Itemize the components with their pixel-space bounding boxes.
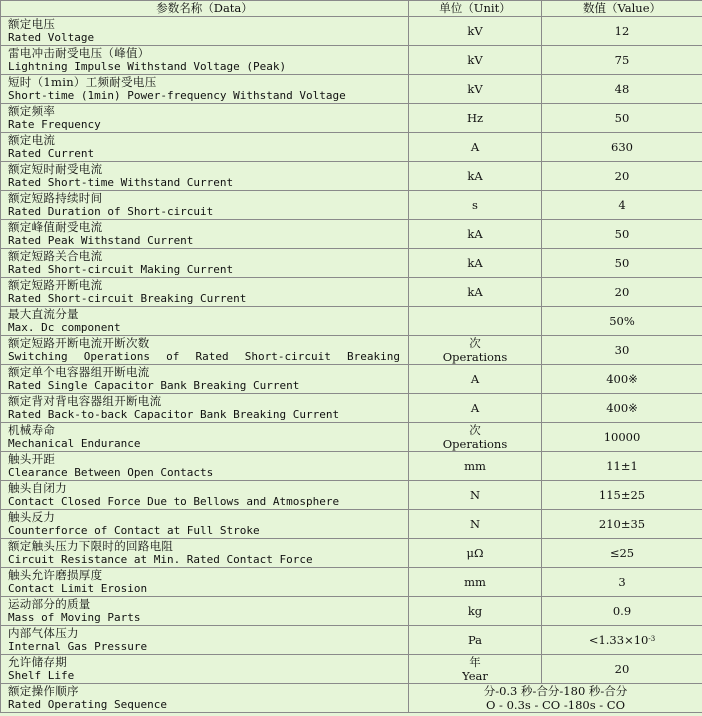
unit-text: s (472, 198, 478, 212)
param-en: Clearance Between Open Contacts (8, 466, 214, 479)
param-zh: 额定短时耐受电流 (8, 162, 103, 176)
param-cell (1, 365, 409, 394)
param-cell (1, 423, 409, 452)
param-zh: 最大直流分量 (8, 307, 79, 321)
table-row (1, 510, 702, 539)
unit-cell (409, 655, 542, 684)
param-cell (1, 220, 409, 249)
unit-cell (409, 365, 542, 394)
unit-cell (409, 220, 542, 249)
unit-text: N (469, 488, 481, 502)
value-cell (542, 568, 702, 597)
value-cell (542, 336, 702, 365)
table-row (1, 17, 702, 46)
param-en: Rated Operating Sequence (8, 698, 167, 711)
value-cell (542, 307, 702, 336)
param-zh: 允许储存期 (8, 655, 67, 669)
value-cell (542, 104, 702, 133)
unit-text: 年 (469, 655, 481, 669)
unit-cell (409, 133, 542, 162)
value-text: 20 (614, 662, 630, 676)
unit-text: 次 (469, 336, 481, 350)
unit-cell (409, 104, 542, 133)
param-zh: 额定频率 (8, 104, 56, 118)
table-row (1, 481, 702, 510)
param-cell (1, 568, 409, 597)
unit-cell (409, 423, 542, 452)
unit-text: N (469, 517, 481, 531)
unit-text: A (470, 401, 480, 415)
table-row (1, 394, 702, 423)
value-cell (542, 481, 702, 510)
value-exponent: -3 (648, 635, 656, 643)
value-text: 20 (614, 285, 630, 299)
param-zh: 额定操作顺序 (8, 684, 79, 698)
unit-text-en: Operations (442, 437, 508, 451)
param-cell (1, 510, 409, 539)
table-row (1, 278, 702, 307)
value-text: 0.9 (612, 604, 632, 618)
value-cell (542, 75, 702, 104)
param-cell (1, 133, 409, 162)
param-en-word: Breaking (347, 350, 400, 363)
param-zh: 额定触头压力下限时的回路电阻 (8, 539, 174, 553)
param-cell (1, 46, 409, 75)
unit-cell (409, 307, 542, 336)
param-cell (1, 684, 409, 713)
value-text: 50 (614, 256, 630, 270)
param-zh: 运动部分的质量 (8, 597, 91, 611)
value-text: 12 (614, 24, 630, 38)
unit-text: Pa (467, 633, 483, 647)
sequence-zh: 分-0.3 秒-合分-180 秒-合分 (483, 684, 628, 698)
value-text: 50% (609, 314, 635, 328)
value-text: 115±25 (598, 488, 646, 502)
param-zh: 额定电压 (8, 17, 56, 31)
table-row (1, 365, 702, 394)
table-row (1, 75, 702, 104)
param-en: Short-time (1min) Power-frequency Withstand Voltage (8, 89, 346, 102)
value-text: 400※ (606, 401, 638, 415)
table-row (1, 568, 702, 597)
param-en: Lightning Impulse Withstand Voltage (Peak) (8, 60, 287, 73)
value-cell (542, 365, 702, 394)
param-en: Contact Closed Force Due to Bellows and Atmosphere (8, 495, 340, 508)
table-row (1, 104, 702, 133)
param-en-word: Switching (8, 350, 68, 363)
param-zh: 额定短路开断电流 (8, 278, 103, 292)
unit-cell (409, 278, 542, 307)
param-en: Contact Limit Erosion (8, 582, 148, 595)
unit-text: μΩ (466, 546, 484, 560)
table-row (1, 336, 702, 365)
value-cell (542, 539, 702, 568)
param-en: Rated Single Capacitor Bank Breaking Current (8, 379, 300, 392)
unit-cell (409, 191, 542, 220)
param-en: Counterforce of Contact at Full Stroke (8, 524, 260, 537)
value-cell (542, 423, 702, 452)
value-text: 210±35 (598, 517, 646, 531)
param-en: Rated Short-circuit Breaking Current (8, 292, 247, 305)
unit-text: kA (467, 285, 483, 299)
value-cell (542, 597, 702, 626)
table-row (1, 452, 702, 481)
table-row (1, 597, 702, 626)
table-row (1, 46, 702, 75)
param-en-word: Rated (195, 350, 229, 363)
unit-cell (409, 510, 542, 539)
header-row (1, 1, 702, 17)
param-en: Rated Short-time Withstand Current (8, 176, 234, 189)
param-zh: 额定短路关合电流 (8, 249, 103, 263)
table-row (1, 655, 702, 684)
param-cell (1, 162, 409, 191)
value-cell (542, 17, 702, 46)
param-zh: 内部气体压力 (8, 626, 79, 640)
unit-text: kA (467, 256, 483, 270)
param-cell (1, 539, 409, 568)
param-en: Rated Duration of Short-circuit (8, 205, 214, 218)
unit-text: kV (467, 53, 483, 67)
unit-text: A (470, 140, 480, 154)
unit-cell (409, 539, 542, 568)
table-row (1, 626, 702, 655)
unit-cell (409, 568, 542, 597)
header-param: 参数名称（Data） (1, 1, 409, 17)
sequence-cell (409, 684, 702, 713)
param-zh: 触头反力 (8, 510, 56, 524)
param-cell (1, 452, 409, 481)
param-cell (1, 597, 409, 626)
param-cell (1, 104, 409, 133)
unit-text: kV (467, 82, 483, 96)
value-text: 20 (614, 169, 630, 183)
param-en: Rate Frequency (8, 118, 101, 131)
unit-text: mm (464, 459, 486, 473)
value-cell (542, 220, 702, 249)
value-text: ≤25 (609, 546, 635, 560)
param-zh: 触头允许磨损厚度 (8, 568, 103, 582)
param-en (8, 350, 408, 364)
value-cell (542, 46, 702, 75)
param-en: Circuit Resistance at Min. Rated Contact Force (8, 553, 313, 566)
value-text: 50 (614, 111, 630, 125)
header-value: 数值（Value） (542, 1, 702, 17)
param-en: Rated Current (8, 147, 95, 160)
param-cell (1, 626, 409, 655)
table-row (1, 249, 702, 278)
unit-cell (409, 452, 542, 481)
param-en: Rated Back-to-back Capacitor Bank Breaking Current (8, 408, 340, 421)
param-zh: 额定单个电容器组开断电流 (8, 365, 150, 379)
value-text: 4 (618, 198, 626, 212)
table-row (1, 162, 702, 191)
param-zh: 机械寿命 (8, 423, 56, 437)
value-text: 75 (614, 53, 630, 67)
value-text: 48 (614, 82, 630, 96)
value-text: 3 (618, 575, 626, 589)
unit-cell (409, 626, 542, 655)
value-cell (542, 162, 702, 191)
unit-cell (409, 481, 542, 510)
value-text: 50 (614, 227, 630, 241)
unit-cell (409, 249, 542, 278)
unit-text-en: Year (462, 669, 488, 683)
param-cell (1, 307, 409, 336)
table-row-operating-sequence (1, 684, 702, 713)
param-en-word: Short-circuit (244, 350, 331, 363)
unit-cell (409, 17, 542, 46)
value-cell (542, 655, 702, 684)
unit-text: Hz (466, 111, 484, 125)
value-cell (542, 278, 702, 307)
param-en: Rated Voltage (8, 31, 95, 44)
param-zh: 触头自闭力 (8, 481, 67, 495)
value-cell (542, 394, 702, 423)
unit-text-en: Operations (442, 350, 508, 364)
header-unit: 单位（Unit） (409, 1, 542, 17)
unit-text: 次 (469, 423, 481, 437)
param-cell (1, 278, 409, 307)
value-cell (542, 191, 702, 220)
unit-cell (409, 75, 542, 104)
value-text: 400※ (606, 372, 638, 386)
unit-cell (409, 336, 542, 365)
param-cell (1, 249, 409, 278)
param-cell (1, 655, 409, 684)
unit-text: kA (467, 227, 483, 241)
unit-cell (409, 394, 542, 423)
param-zh: 短时（1min）工频耐受电压 (8, 75, 157, 89)
param-zh: 额定电流 (8, 133, 56, 147)
param-zh: 额定短路持续时间 (8, 191, 103, 205)
param-en: Rated Short-circuit Making Current (8, 263, 234, 276)
sequence-en: O - 0.3s - CO -180s - CO (485, 698, 626, 712)
value-text: 10000 (603, 430, 641, 444)
value-text: 630 (611, 140, 633, 154)
table-row (1, 423, 702, 452)
param-en: Max. Dc component (8, 321, 121, 334)
param-zh: 额定短路开断电流开断次数 (8, 336, 150, 350)
value-text: <1.33×10 (588, 633, 649, 647)
value-cell (542, 510, 702, 539)
unit-text: kA (467, 169, 483, 183)
param-zh: 额定背对背电容器组开断电流 (8, 394, 162, 408)
unit-cell (409, 597, 542, 626)
value-cell (542, 626, 702, 655)
value-cell (542, 452, 702, 481)
table-row (1, 191, 702, 220)
param-en-word: of (166, 350, 180, 363)
table-row (1, 133, 702, 162)
param-en: Shelf Life (8, 669, 75, 682)
table-row (1, 539, 702, 568)
unit-cell (409, 162, 542, 191)
param-en: Internal Gas Pressure (8, 640, 148, 653)
param-en: Rated Peak Withstand Current (8, 234, 194, 247)
param-zh: 额定峰值耐受电流 (8, 220, 103, 234)
param-en-word: Operations (83, 350, 150, 363)
param-cell (1, 481, 409, 510)
param-cell (1, 394, 409, 423)
param-en: Mass of Moving Parts (8, 611, 141, 624)
param-cell (1, 75, 409, 104)
param-en: Mechanical Endurance (8, 437, 141, 450)
unit-text: kV (467, 24, 483, 38)
value-text: 30 (614, 343, 630, 357)
unit-text: kg (467, 604, 483, 618)
table-row (1, 220, 702, 249)
param-zh: 雷电冲击耐受电压（峰值） (8, 46, 150, 60)
param-cell (1, 336, 409, 365)
param-cell (1, 191, 409, 220)
unit-text: A (470, 372, 480, 386)
value-text: 11±1 (606, 459, 638, 473)
value-cell (542, 133, 702, 162)
table-row (1, 307, 702, 336)
value-cell (542, 249, 702, 278)
unit-text: mm (464, 575, 486, 589)
unit-cell (409, 46, 542, 75)
param-zh: 触头开距 (8, 452, 56, 466)
param-cell (1, 17, 409, 46)
